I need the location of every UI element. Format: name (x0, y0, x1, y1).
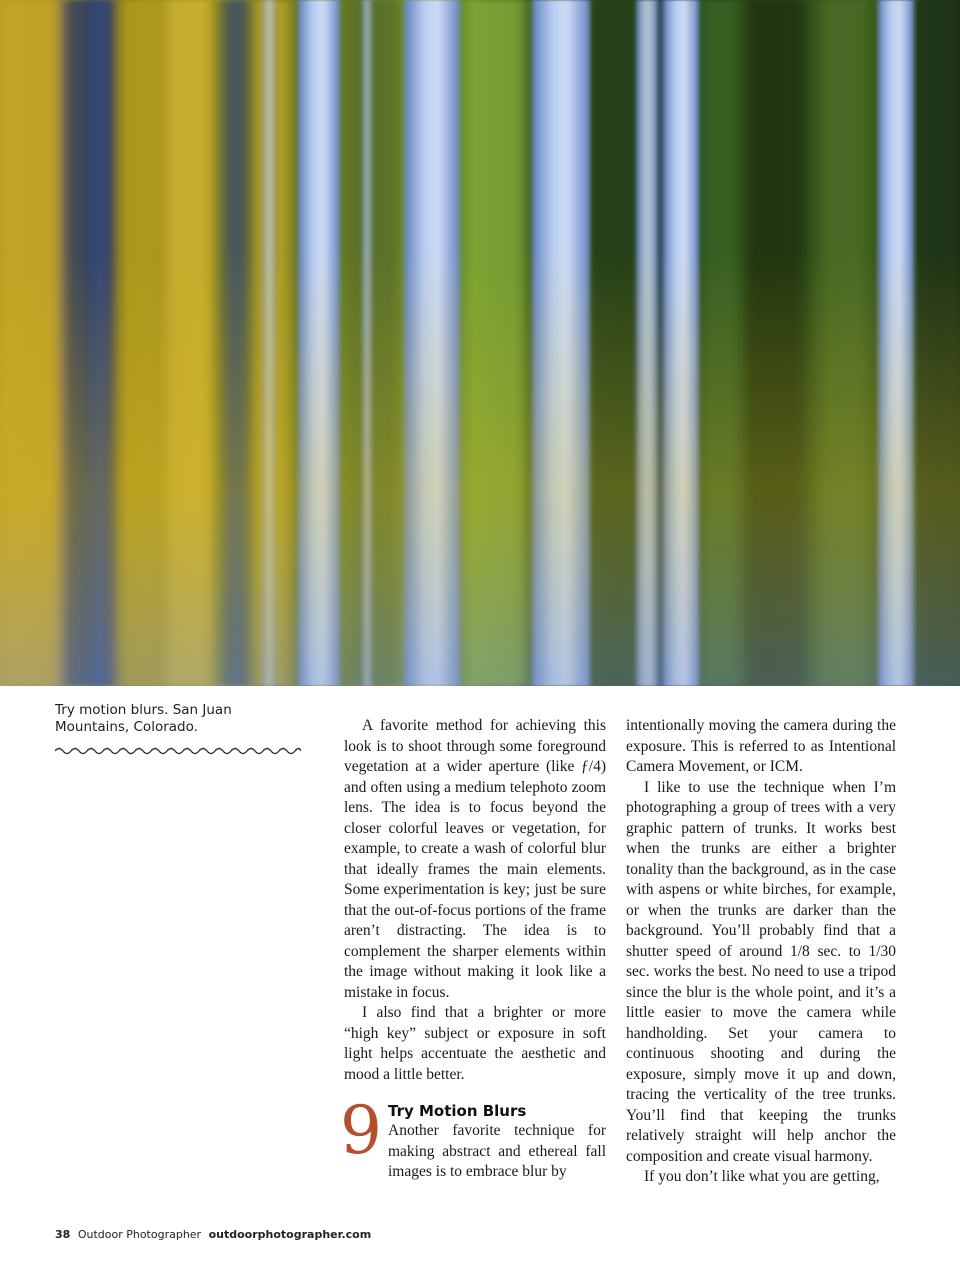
section-title: Try Motion Blurs (388, 1102, 527, 1120)
decorative-squiggle-divider (55, 744, 301, 758)
body-paragraph: A favorite method for achieving this look is to shoot through some foreground vegetation at a wider aperture (like ƒ/4) and often using a medium telephoto zoom lens. The idea is to focus beyond the closer colorful leaves or vegetation, for example, to create a wash of colorful blur that ideally frames the main elements. Some experimentation is key; just be sure that the out-of-focus portions of the frame aren’t distracting. The idea is to complement the sharper elements within the image without making it look like a mistake in focus. (344, 717, 606, 1001)
page-footer (55, 1228, 371, 1241)
tip-section-9 (340, 1092, 606, 1183)
website-url[interactable]: outdoorphotographer.com (208, 1228, 372, 1241)
body-paragraph: intentionally moving the camera during the exposure. This is referred to as Intentional Camera Movement, or ICM. (626, 717, 896, 775)
page-number: 38 (55, 1228, 71, 1241)
photo-caption: Try motion blurs. San Juan Mountains, Colorado. (55, 702, 232, 735)
body-paragraph: Another favorite technique for making abstract and ethereal fall images is to embrace blur by (388, 1122, 606, 1180)
magazine-name: Outdoor Photographer (77, 1228, 202, 1241)
body-paragraph: If you don’t like what you are getting, (644, 1168, 880, 1185)
article-column-1 (340, 716, 606, 1183)
body-paragraph: I also find that a brighter or more “high key” subject or exposure in soft light helps accentuate the aesthetic and mood a little better. (344, 1004, 606, 1083)
section-number: 9 (340, 1092, 382, 1169)
article-column-2 (626, 716, 896, 1188)
body-paragraph: I like to use the technique when I’m photographing a group of trees with a very graphic pattern of trunks. It works best when the trunks are either a brighter tonality than the background, as in the case with aspens or white birches, for example, or when the trunks are darker than the background. You’ll probably find that a shutter speed of around 1/8 sec. to 1/30 sec. works the best. No need to use a tripod since the blur is the whole point, and it’s a little easier to move the camera while handholding. Set your camera to continuous shooting and during the exposure, simply move it up and down, tracing the verticality of the tree trunks. You’ll find that keeping the trunks relatively straight will help anchor the composition and create visual harmony. (626, 778, 896, 1165)
